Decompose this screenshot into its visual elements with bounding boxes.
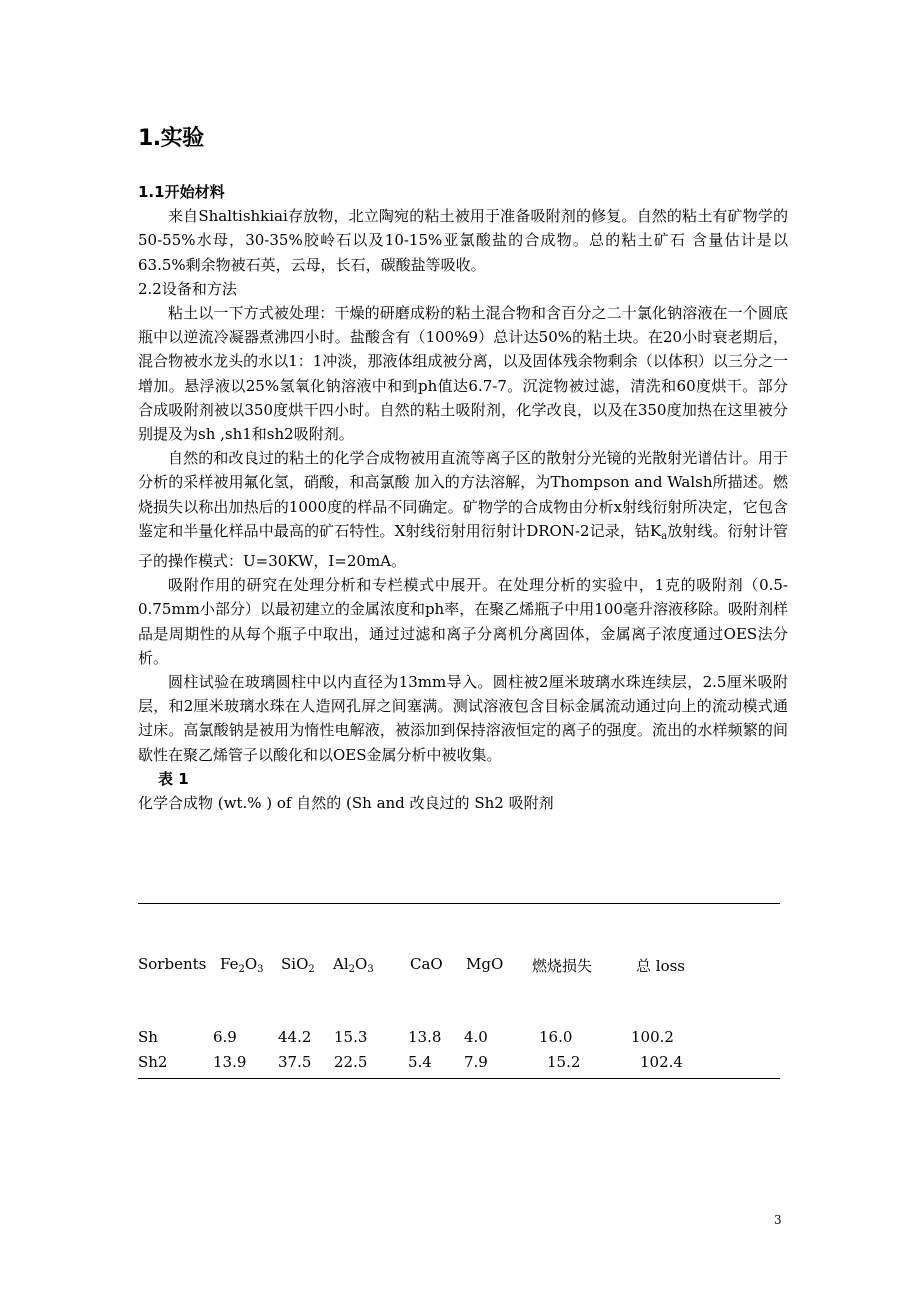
header-mgo: MgO (466, 955, 504, 973)
paragraph-materials: 来自Shaltishkiai存放物，北立陶宛的粘土被用于准备吸附剂的修复。自然的粘土有矿物学的50-55%水母，30-35%胶岭石以及10-15%亚氯酸盐的合成物。总的粘土矿石 含量估计是以63.5%剩余物被石英，云母，长石，碳酸盐等吸收。 (138, 207, 788, 274)
header-cao: CaO (410, 955, 443, 973)
subsection-title-materials: 1.1开始材料 (138, 183, 225, 201)
table-header-row (0, 955, 920, 977)
section-heading: 1.实验 (138, 126, 204, 151)
cell-fe2o3: 6.9 (213, 1028, 237, 1046)
paragraph-column: 圆柱试验在玻璃圆柱中以内直径为13mm导入。圆柱被2厘米玻璃水珠连续层，2.5厘米吸附层，和2厘米玻璃水珠在人造网孔屏之间塞满。测试溶液包含目标金属流动通过向上的流动模式通过床。高氯酸钠是被用为惰性电解液，被添加到保持溶液恒定的离子的强度。流出的水样频繁的间歇性在聚乙烯管子以酸化和以OES金属分析中被收集。 (138, 673, 788, 764)
cell-loi: 15.2 (547, 1053, 581, 1071)
paragraph-analysis-part1: 自然的和改良过的粘土的化学合成物被用直流等离子区的散射分光镜的光散射光谱估计。用于分析的采样被用氟化氢，硝酸，和高氯酸 加入的方法溶解，为Thompson and Walsh所描述。燃烧损失以称出加热后的1000度的样品不同确定。矿物学的合成物由分析x射线衍射所决定，它包含鉴定和半量化样品中最高的矿石特性。X射线衍射用衍射计DRON-2记录，钴K (138, 449, 788, 540)
table-caption: 表 1 (158, 769, 189, 788)
cell-cao: 5.4 (408, 1053, 432, 1071)
table-row (0, 1028, 920, 1050)
header-loi: 燃烧损失 (532, 957, 593, 975)
header-al2o3: $Al_2O_3$ (333, 955, 374, 975)
paragraph-treatment: 粘土以一下方式被处理：干燥的研磨成粉的粘土混合物和含百分之二十氯化钠溶液在一个圆底瓶中以逆流冷凝器煮沸四小时。盐酸含有（100%9）总计达50%的粘土块。在20小时衰老期后，混合物被水龙头的水以1：1冲淡，那液体组成被分离，以及固体残余物剩余（以体积）以三分之一增加。悬浮液以25%氢氧化钠溶液中和到ph值达6.7-7。沉淀物被过滤，清洗和60度烘干。部分合成吸附剂被以350度烘干四小时。自然的粘土吸附剂，化学改良，以及在350度加热在这里被分别提及为sh ,sh1和sh2吸附剂。 (138, 304, 788, 444)
paragraph-sorption: 吸附作用的研究在处理分析和专栏模式中展开。在处理分析的实验中，1克的吸附剂（0.5-0.75mm小部分）以最初建立的金属浓度和ph率，在聚乙烯瓶子中用100毫升溶液移除。吸附剂样品是周期性的从每个瓶子中取出，通过过滤和离子分离机分离固体，金属离子浓度通过OES法分析。 (138, 576, 788, 667)
table-top-rule (138, 903, 780, 904)
header-total: 总 loss (636, 957, 685, 975)
cell-sio2: 37.5 (278, 1053, 312, 1071)
paragraph-analysis (138, 446, 788, 573)
table-row (0, 1053, 920, 1075)
header-fe2o3: $Fe_2O_3$ (220, 955, 264, 975)
page-number: 3 (774, 1213, 782, 1227)
cell-al2o3: 15.3 (334, 1028, 368, 1046)
cell-al2o3: 22.5 (334, 1053, 368, 1071)
paragraph-analysis-part2: 放射线。衍射计管子的操作模式：U=30KW，I=20mA。 (138, 521, 788, 571)
cell-mgo: 7.9 (464, 1053, 488, 1071)
subsection-title-methods: 2.2设备和方法 (138, 279, 237, 298)
subscript-a: a (661, 530, 668, 542)
table-title: 化学合成物 (wt.% ) of 自然的 (Sh and 改良过的 Sh2 吸附剂 (138, 794, 554, 813)
cell-total: 100.2 (631, 1028, 674, 1046)
body-text (138, 180, 788, 815)
cell-mgo: 4.0 (464, 1028, 488, 1046)
table-bottom-rule (138, 1078, 780, 1079)
cell-total: 102.4 (640, 1053, 683, 1071)
cell-sorbent: Sh2 (138, 1053, 168, 1071)
cell-sio2: 44.2 (278, 1028, 312, 1046)
cell-cao: 13.8 (408, 1028, 442, 1046)
header-sorbents: Sorbents (138, 955, 207, 973)
cell-sorbent: Sh (138, 1028, 158, 1046)
header-sio2: SiO$_2$ (281, 955, 315, 975)
cell-loi: 16.0 (539, 1028, 573, 1046)
cell-fe2o3: 13.9 (213, 1053, 247, 1071)
